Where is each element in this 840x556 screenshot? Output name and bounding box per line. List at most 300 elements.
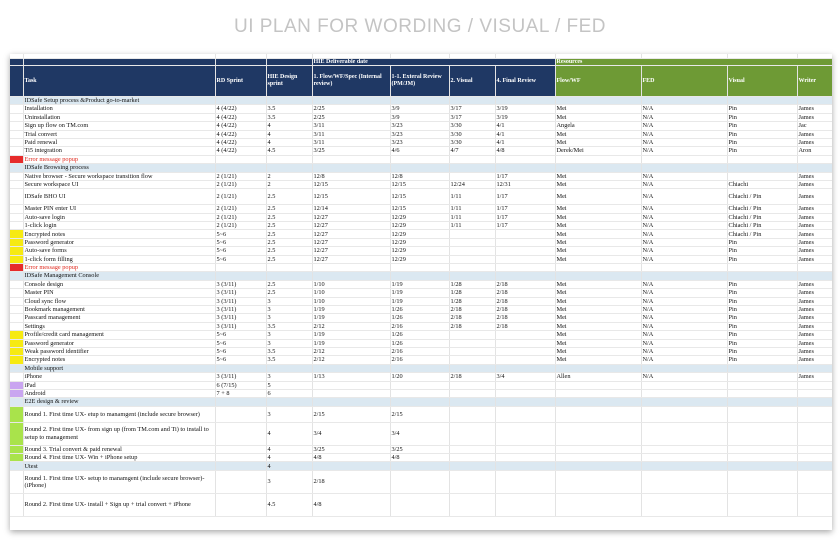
table-row [10, 470, 832, 493]
cell-rd-sprint: 2 (1/21) [215, 222, 266, 230]
marker-cell [10, 272, 23, 280]
cell-rd-sprint: 4 (4/22) [215, 138, 266, 146]
cell-flow-owner: Mei [555, 347, 641, 355]
cell-external-review: 1/19 [390, 297, 449, 305]
cell-final-review [495, 155, 555, 163]
status-marker-yellow [10, 347, 23, 355]
cell-writer: James [797, 205, 832, 213]
cell-flow-date: 4/8 [312, 493, 390, 516]
cell-hie-sprint: 4 [266, 454, 312, 462]
cell-hie-sprint: 3 [266, 470, 312, 493]
table-row [10, 138, 832, 146]
cell-flow-date: 1/19 [312, 331, 390, 339]
cell-writer [797, 445, 832, 453]
cell-flow-owner: Mei [555, 322, 641, 330]
cell-task: Bookmark management [23, 305, 215, 313]
cell-fed: N/A [641, 247, 727, 255]
cell-rd-sprint: 5~6 [215, 247, 266, 255]
cell-rd-sprint: 2 (1/21) [215, 213, 266, 221]
cell-final-review [495, 381, 555, 389]
cell-visual-owner [727, 373, 797, 381]
table-row [10, 130, 832, 138]
cell-task: Paid renewal [23, 138, 215, 146]
cell-fed: N/A [641, 122, 727, 130]
cell-task: Console design [23, 280, 215, 288]
status-marker-yellow [10, 356, 23, 364]
cell-final-review: 2/18 [495, 289, 555, 297]
cell-flow-owner: Mei [555, 105, 641, 113]
cell-writer: James [797, 347, 832, 355]
cell-final-review [495, 339, 555, 347]
cell-writer: James [797, 356, 832, 364]
cell-flow-date [312, 155, 390, 163]
status-marker-red [10, 155, 23, 163]
cell-final-review [495, 462, 555, 470]
marker-cell [10, 462, 23, 470]
cell-visual-date: 1/28 [449, 280, 495, 288]
cell-visual-owner: Chiachi / Pin [727, 213, 797, 221]
cell-visual-owner [727, 470, 797, 493]
table-row [10, 189, 832, 205]
cell-hie-sprint [266, 264, 312, 272]
cell-flow-date [312, 272, 390, 280]
cell-flow-date: 1/13 [312, 373, 390, 381]
cell-fed [641, 406, 727, 422]
cell-writer [797, 406, 832, 422]
cell-fed: N/A [641, 356, 727, 364]
cell-fed [641, 470, 727, 493]
cell-writer [797, 398, 832, 406]
cell-fed: N/A [641, 213, 727, 221]
header-visual-resource: Visual [727, 66, 797, 97]
table-row [10, 255, 832, 263]
cell-rd-sprint: 3 (3/11) [215, 314, 266, 322]
cell-visual-date: 3/30 [449, 130, 495, 138]
cell-external-review: 12/29 [390, 213, 449, 221]
cell-rd-sprint: 3 (3/11) [215, 322, 266, 330]
section-row [10, 97, 832, 105]
cell-hie-sprint: 2.5 [266, 222, 312, 230]
header-hie-sprint: HIE Design sprint [266, 66, 312, 97]
cell-visual-owner [727, 172, 797, 180]
table-row [10, 172, 832, 180]
cell-rd-sprint: 3 (3/11) [215, 289, 266, 297]
cell-flow-owner: Mei [555, 230, 641, 238]
cell-final-review [495, 230, 555, 238]
cell-task: Round 2. First time UX- install + Sign up + trial convert + iPhone [23, 493, 215, 516]
cell-flow-owner [555, 155, 641, 163]
cell-visual-date: 2/18 [449, 305, 495, 313]
cell-visual-owner: Chiachi / Pin [727, 205, 797, 213]
cell-hie-sprint: 2.5 [266, 247, 312, 255]
cell-writer: James [797, 314, 832, 322]
cell-external-review [390, 493, 449, 516]
cell-flow-owner: Mei [555, 180, 641, 188]
cell-visual-owner [727, 422, 797, 445]
cell-task: Ti5 integration [23, 147, 215, 155]
cell-hie-sprint: 4.5 [266, 493, 312, 516]
table-row [10, 389, 832, 397]
ui-plan-table [10, 54, 832, 517]
cell-fed: N/A [641, 113, 727, 121]
table-row [10, 230, 832, 238]
cell-writer: James [797, 113, 832, 121]
cell-external-review: 1/20 [390, 373, 449, 381]
cell-task: Auto-save login [23, 213, 215, 221]
cell-external-review [390, 470, 449, 493]
cell-final-review [495, 164, 555, 172]
cell-writer: James [797, 138, 832, 146]
cell-hie-sprint: 3.5 [266, 322, 312, 330]
cell-task: Round 4. First time UX- Win + iPhone setup [23, 454, 215, 462]
cell-fed [641, 272, 727, 280]
cell-visual-date [449, 389, 495, 397]
cell-flow-owner [555, 493, 641, 516]
cell-flow-owner [555, 422, 641, 445]
cell-flow-date: 12/15 [312, 189, 390, 205]
table-row [10, 280, 832, 288]
cell-final-review [495, 331, 555, 339]
cell-flow-date: 12/27 [312, 255, 390, 263]
cell-flow-date [312, 462, 390, 470]
cell-final-review [495, 389, 555, 397]
cell-rd-sprint: 6 (7/15) [215, 381, 266, 389]
cell-flow-date: 12/27 [312, 213, 390, 221]
cell-task: Passcard management [23, 314, 215, 322]
cell-fed [641, 264, 727, 272]
table-row [10, 356, 832, 364]
cell-fed [641, 445, 727, 453]
table-row [10, 222, 832, 230]
cell-visual-owner [727, 164, 797, 172]
status-marker-yellow [10, 331, 23, 339]
cell-fed: N/A [641, 130, 727, 138]
cell-rd-sprint [215, 462, 266, 470]
cell-flow-owner: Mei [555, 238, 641, 246]
cell-hie-sprint: 3 [266, 314, 312, 322]
cell-fed: N/A [641, 238, 727, 246]
cell-hie-sprint [266, 272, 312, 280]
cell-visual-owner [727, 264, 797, 272]
cell-rd-sprint: 4 (4/22) [215, 122, 266, 130]
cell-visual-date [449, 398, 495, 406]
cell-writer [797, 155, 832, 163]
cell-task: Sign up flow on TM.com [23, 122, 215, 130]
cell-writer: Jac [797, 122, 832, 130]
table-row [10, 322, 832, 330]
cell-fed [641, 164, 727, 172]
cell-task: Weak password identifier [23, 347, 215, 355]
cell-hie-sprint: 3 [266, 406, 312, 422]
cell-rd-sprint [215, 364, 266, 372]
cell-visual-date: 3/30 [449, 122, 495, 130]
cell-fed: N/A [641, 105, 727, 113]
cell-fed: N/A [641, 339, 727, 347]
cell-hie-sprint: 2.5 [266, 230, 312, 238]
cell-writer: James [797, 297, 832, 305]
cell-writer [797, 422, 832, 445]
cell-flow-date [312, 389, 390, 397]
cell-visual-date [449, 493, 495, 516]
cell-writer: James [797, 305, 832, 313]
header-group-hie: HIE Deliverable date [312, 59, 555, 66]
header-fed: FED [641, 66, 727, 97]
cell-fed [641, 422, 727, 445]
cell-hie-sprint: 3 [266, 339, 312, 347]
cell-flow-date: 4/8 [312, 454, 390, 462]
cell-task: Round 3. Trial convert & paid renewal [23, 445, 215, 453]
marker-cell [10, 322, 23, 330]
section-row [10, 272, 832, 280]
cell-flow-date: 1/19 [312, 314, 390, 322]
cell-flow-owner [555, 364, 641, 372]
table-row [10, 347, 832, 355]
cell-final-review [495, 255, 555, 263]
cell-external-review: 12/29 [390, 222, 449, 230]
cell-task: Mobile support [23, 364, 215, 372]
cell-rd-sprint: 2 (1/21) [215, 205, 266, 213]
cell-flow-owner [555, 398, 641, 406]
cell-writer: James [797, 331, 832, 339]
cell-visual-date [449, 255, 495, 263]
cell-external-review [390, 155, 449, 163]
table-row [10, 105, 832, 113]
cell-flow-date: 3/11 [312, 138, 390, 146]
section-row [10, 164, 832, 172]
cell-rd-sprint: 5~6 [215, 347, 266, 355]
cell-external-review [390, 264, 449, 272]
cell-final-review [495, 347, 555, 355]
cell-flow-date [312, 398, 390, 406]
cell-flow-owner [555, 389, 641, 397]
table-row [10, 454, 832, 462]
cell-rd-sprint [215, 493, 266, 516]
cell-visual-owner: Pin [727, 339, 797, 347]
cell-visual-owner: Pin [727, 280, 797, 288]
marker-cell [10, 470, 23, 493]
table-row [10, 339, 832, 347]
cell-hie-sprint: 2 [266, 180, 312, 188]
cell-visual-date: 3/17 [449, 113, 495, 121]
cell-fed: N/A [641, 205, 727, 213]
cell-external-review: 4/8 [390, 454, 449, 462]
header-writer: Writer [797, 66, 832, 97]
cell-fed: N/A [641, 230, 727, 238]
cell-writer [797, 364, 832, 372]
table-row [10, 155, 832, 163]
cell-hie-sprint: 2.5 [266, 213, 312, 221]
cell-external-review: 3/23 [390, 130, 449, 138]
cell-final-review [495, 406, 555, 422]
cell-flow-date: 2/25 [312, 113, 390, 121]
marker-cell [10, 205, 23, 213]
cell-fed: N/A [641, 289, 727, 297]
cell-hie-sprint [266, 155, 312, 163]
cell-flow-date: 1/10 [312, 289, 390, 297]
cell-flow-owner: Mei [555, 113, 641, 121]
marker-cell [10, 493, 23, 516]
cell-hie-sprint: 3.5 [266, 347, 312, 355]
cell-rd-sprint: 3 (3/11) [215, 280, 266, 288]
cell-final-review: 1/17 [495, 213, 555, 221]
cell-external-review: 2/16 [390, 347, 449, 355]
cell-hie-sprint [266, 364, 312, 372]
header-flow-wf: Flow/WF [555, 66, 641, 97]
cell-rd-sprint: 4 (4/22) [215, 147, 266, 155]
cell-visual-owner: Chiachi / Pin [727, 189, 797, 205]
cell-final-review [495, 247, 555, 255]
header-rd-sprint: RD Sprint [215, 66, 266, 97]
cell-final-review: 4/1 [495, 122, 555, 130]
cell-external-review [390, 462, 449, 470]
cell-flow-date [312, 97, 390, 105]
cell-external-review: 3/25 [390, 445, 449, 453]
cell-rd-sprint: 2 (1/21) [215, 189, 266, 205]
cell-visual-owner: Pin [727, 356, 797, 364]
cell-hie-sprint: 4 [266, 138, 312, 146]
cell-fed [641, 398, 727, 406]
cell-visual-date [449, 230, 495, 238]
cell-hie-sprint: 6 [266, 389, 312, 397]
cell-visual-date [449, 247, 495, 255]
cell-task: IDSafe Browsing process [23, 164, 215, 172]
cell-final-review [495, 356, 555, 364]
status-marker-green [10, 445, 23, 453]
cell-fed: N/A [641, 147, 727, 155]
cell-rd-sprint: 5~6 [215, 331, 266, 339]
marker-cell [10, 373, 23, 381]
cell-flow-owner: Derek/Mei [555, 147, 641, 155]
table-row [10, 213, 832, 221]
cell-fed: N/A [641, 347, 727, 355]
cell-hie-sprint [266, 97, 312, 105]
cell-flow-owner: Mei [555, 130, 641, 138]
cell-task: IDSafe Management Console [23, 272, 215, 280]
table-row [10, 297, 832, 305]
cell-rd-sprint: 5~6 [215, 238, 266, 246]
marker-cell [10, 213, 23, 221]
cell-flow-owner: Mei [555, 255, 641, 263]
header-group-resources: Resources [555, 59, 832, 66]
cell-external-review: 2/16 [390, 322, 449, 330]
cell-external-review: 3/9 [390, 113, 449, 121]
cell-flow-date: 3/11 [312, 130, 390, 138]
cell-task: iPad [23, 381, 215, 389]
cell-visual-owner [727, 454, 797, 462]
table-row [10, 314, 832, 322]
section-row [10, 364, 832, 372]
table-row [10, 445, 832, 453]
cell-flow-owner: Mei [555, 247, 641, 255]
cell-writer: James [797, 373, 832, 381]
cell-writer: James [797, 230, 832, 238]
cell-visual-owner [727, 398, 797, 406]
cell-visual-owner: Pin [727, 122, 797, 130]
marker-cell [10, 364, 23, 372]
cell-final-review: 3/4 [495, 373, 555, 381]
cell-fed [641, 155, 727, 163]
cell-visual-owner: Pin [727, 331, 797, 339]
cell-writer: James [797, 339, 832, 347]
table-row [10, 331, 832, 339]
cell-visual-date [449, 272, 495, 280]
cell-final-review: 2/18 [495, 314, 555, 322]
cell-external-review: 2/15 [390, 406, 449, 422]
cell-writer: James [797, 180, 832, 188]
cell-final-review [495, 238, 555, 246]
cell-task: IDSafe Setup process &Product go-to-market [23, 97, 215, 105]
cell-task: Password generator [23, 339, 215, 347]
cell-fed [641, 364, 727, 372]
page-title: UI PLAN FOR WORDING / VISUAL / FED [233, 16, 607, 37]
cell-visual-owner: Pin [727, 113, 797, 121]
cell-external-review: 12/29 [390, 238, 449, 246]
cell-flow-date [312, 364, 390, 372]
cell-task: Round 2. First time UX- from sign up (from TM.com and Ti) to install to setup to management [23, 422, 215, 445]
cell-visual-owner [727, 97, 797, 105]
cell-external-review: 3/23 [390, 138, 449, 146]
cell-final-review [495, 445, 555, 453]
cell-writer: Aron [797, 147, 832, 155]
cell-external-review [390, 97, 449, 105]
table-row [10, 305, 832, 313]
cell-visual-owner: Pin [727, 130, 797, 138]
header-row [10, 66, 832, 97]
cell-flow-owner [555, 264, 641, 272]
marker-cell [10, 189, 23, 205]
cell-flow-date: 1/10 [312, 297, 390, 305]
cell-flow-date: 12/27 [312, 222, 390, 230]
cell-rd-sprint: 2 (1/21) [215, 180, 266, 188]
marker-cell [10, 314, 23, 322]
cell-hie-sprint: 3.5 [266, 356, 312, 364]
cell-hie-sprint: 3 [266, 331, 312, 339]
cell-rd-sprint: 5~6 [215, 339, 266, 347]
cell-flow-owner: Allen [555, 373, 641, 381]
marker-cell [10, 164, 23, 172]
cell-external-review: 1/19 [390, 280, 449, 288]
cell-external-review: 1/26 [390, 305, 449, 313]
section-row [10, 462, 832, 470]
marker-cell [10, 289, 23, 297]
cell-task: Master PIN enter UI [23, 205, 215, 213]
cell-external-review [390, 389, 449, 397]
cell-flow-owner [555, 454, 641, 462]
header-visual: 2. Visual [449, 66, 495, 97]
table-row [10, 238, 832, 246]
status-marker-green [10, 454, 23, 462]
marker-cell [10, 305, 23, 313]
cell-external-review: 12/15 [390, 205, 449, 213]
cell-flow-date: 2/12 [312, 356, 390, 364]
cell-hie-sprint: 3.5 [266, 113, 312, 121]
cell-flow-date: 1/19 [312, 339, 390, 347]
status-marker-green [10, 406, 23, 422]
cell-writer: James [797, 105, 832, 113]
cell-task: Settings [23, 322, 215, 330]
cell-visual-date: 1/11 [449, 222, 495, 230]
cell-flow-date: 1/19 [312, 305, 390, 313]
cell-final-review [495, 493, 555, 516]
cell-fed [641, 97, 727, 105]
status-marker-yellow [10, 230, 23, 238]
cell-external-review: 3/9 [390, 105, 449, 113]
cell-fed: N/A [641, 297, 727, 305]
marker-cell [10, 297, 23, 305]
section-row [10, 398, 832, 406]
cell-fed: N/A [641, 322, 727, 330]
cell-writer [797, 264, 832, 272]
